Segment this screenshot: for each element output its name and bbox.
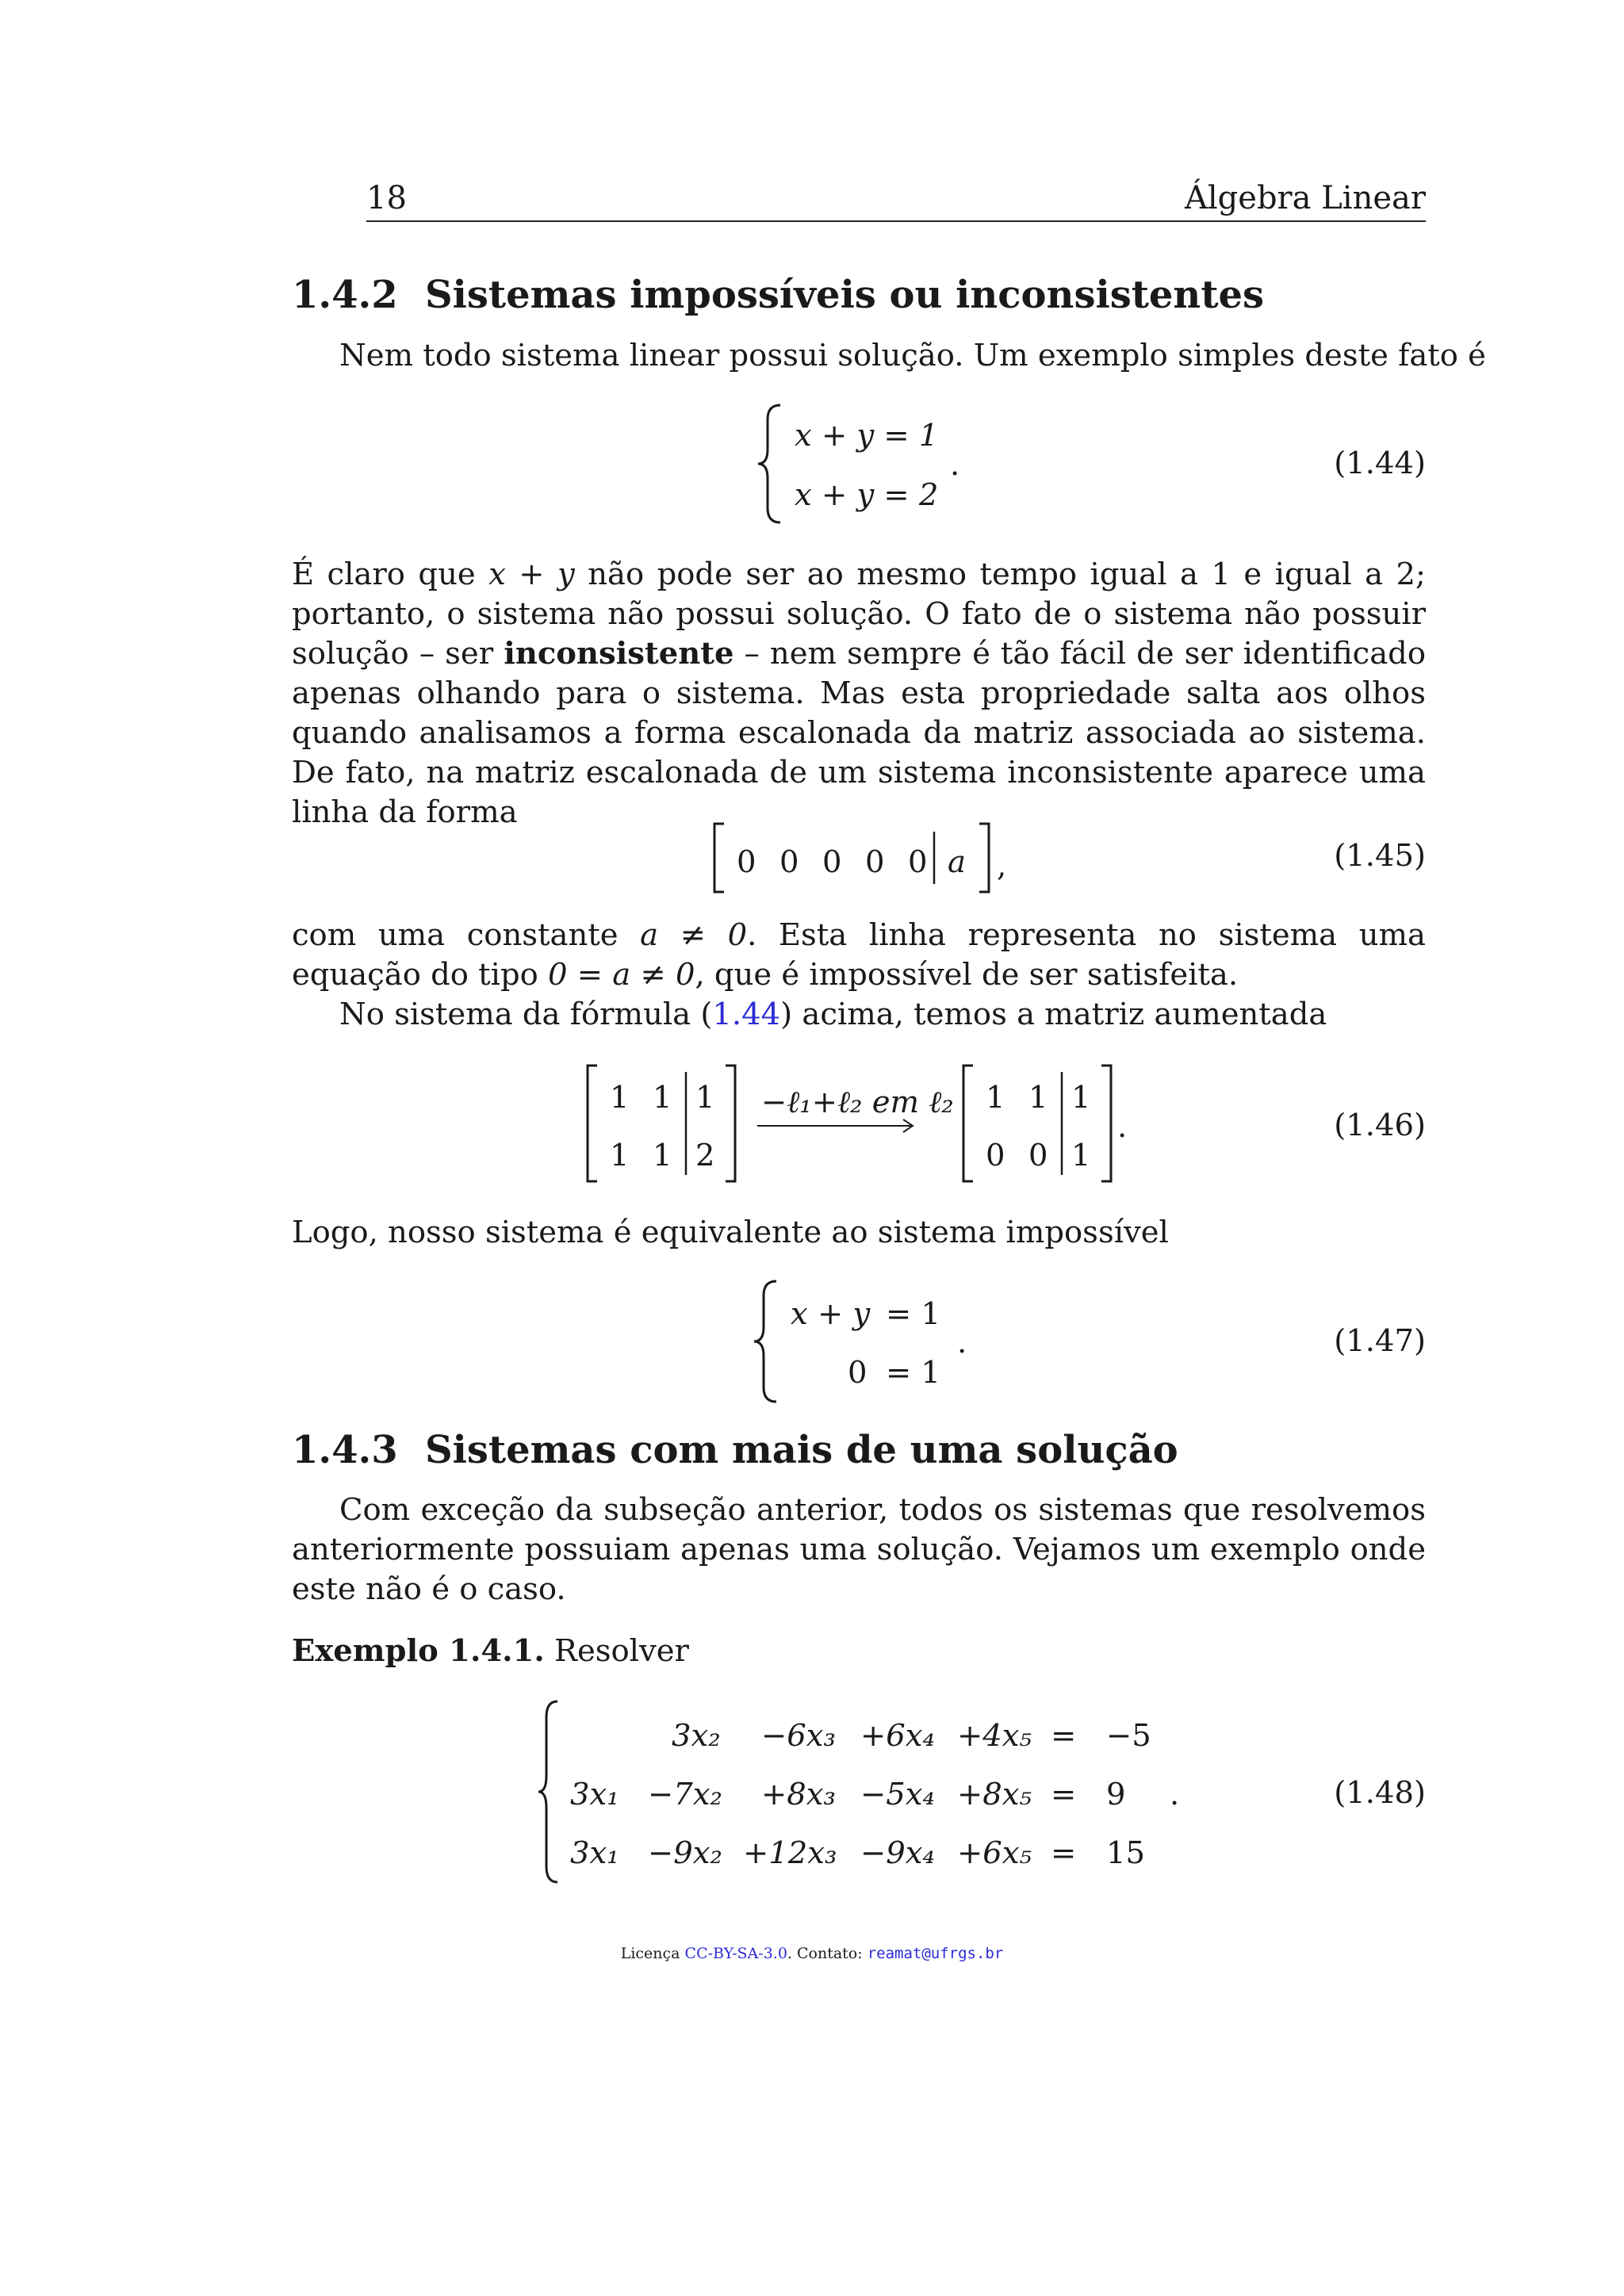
left-matrix-close-bracket	[726, 1066, 735, 1181]
term: −9x₄	[860, 1835, 935, 1871]
left-bracket	[714, 824, 724, 892]
equation-1-48	[535, 1697, 1201, 1887]
right-bracket	[979, 824, 989, 892]
footer-text: . Contato:	[787, 1945, 868, 1962]
left-matrix-cell: 2	[695, 1138, 715, 1173]
section-title: Sistemas com mais de uma solução	[425, 1428, 1178, 1472]
license-link[interactable]: CC-BY-SA-3.0	[684, 1945, 787, 1962]
left-matrix-cell: 1	[653, 1138, 672, 1173]
example-label: Exemplo 1.4.1.	[292, 1633, 545, 1669]
footer-text: Licença	[620, 1945, 685, 1962]
term: +4x₅	[957, 1718, 1032, 1754]
text-run: – nem sempre é tão fácil de ser identificado apenas olhando para o sistema. Mas esta propriedade salta aos olhos quando analisamos a forma escalonada da matriz associada ao sistema. De fato, na matriz escalonada de um sistema inconsistente aparece uma linha da forma	[292, 636, 1427, 830]
left-brace	[538, 1701, 557, 1882]
left-matrix-cell: 1	[695, 1080, 715, 1115]
section-number: 1.4.2	[292, 273, 398, 317]
section-title: Sistemas impossíveis ou inconsistentes	[425, 273, 1265, 317]
row-entry-4: 0	[865, 844, 885, 880]
equation-number-1-46: (1.46)	[1334, 1108, 1426, 1143]
eq-line-2-lhs: 0	[848, 1355, 868, 1391]
term: −7x₂	[648, 1777, 722, 1812]
left-matrix-cell: 1	[610, 1080, 630, 1115]
text-run: No sistema da fórmula (	[339, 997, 713, 1032]
term: −5x₄	[860, 1777, 935, 1812]
eq-line-2-rhs: = 1	[886, 1355, 940, 1391]
left-matrix-cell: 1	[610, 1138, 630, 1173]
term: −6x₃	[761, 1718, 836, 1754]
left-matrix-open-bracket	[588, 1066, 597, 1181]
equation-number-1-44: (1.44)	[1334, 446, 1426, 481]
equals-sign: =	[1051, 1777, 1077, 1812]
eq-period: .	[1117, 1109, 1128, 1145]
rhs-value: 15	[1106, 1835, 1145, 1871]
right-matrix-cell: 1	[1028, 1080, 1048, 1115]
term: +6x₅	[957, 1835, 1032, 1871]
paragraph-augmented	[339, 995, 1327, 1035]
right-matrix-cell: 1	[1071, 1138, 1091, 1173]
eq-period: .	[950, 447, 960, 483]
equation-1-46	[583, 1062, 1154, 1189]
row-operation-label: −ℓ₁+ℓ₂ em ℓ₂	[761, 1085, 954, 1120]
text-run: , que é impossível de ser satisfeita.	[695, 957, 1239, 993]
example-text: Resolver	[544, 1633, 689, 1669]
intro-paragraph-143	[292, 1490, 1426, 1609]
text-run: não pode ser ao mesmo tempo igual a 1 e igual a 2; portanto, o sistema não possui solução. O fato de o sistema não possuir solução – ser	[292, 557, 1426, 672]
text-run: Com exceção da subseção anterior, todos os sistemas que resolvemos anteriormente possuiam apenas uma solução. Vejamos um exemplo onde este não é o caso.	[292, 1492, 1426, 1607]
example-heading	[292, 1632, 1426, 1671]
term: −9x₂	[648, 1835, 722, 1871]
header-rule	[366, 220, 1426, 222]
term: 3x₁	[570, 1835, 619, 1871]
eq-comma: ,	[997, 848, 1007, 884]
inline-math: x + y	[488, 557, 575, 592]
section-number: 1.4.3	[292, 1428, 398, 1472]
bold-term: inconsistente	[504, 636, 734, 672]
section-heading-1-4-2	[292, 273, 1264, 317]
right-matrix-cell: 1	[1071, 1080, 1091, 1115]
intro-paragraph-142: Nem todo sistema linear possui solução. Um exemplo simples deste fato é	[339, 338, 1486, 373]
page-number: 18	[366, 180, 407, 216]
footer	[0, 1944, 1624, 1963]
equation-number-1-48: (1.48)	[1334, 1775, 1426, 1811]
equation-number-1-45: (1.45)	[1334, 838, 1426, 874]
equals-sign: =	[1051, 1835, 1077, 1871]
text-run: ) acima, temos a matriz aumentada	[780, 997, 1327, 1032]
eq-period: .	[1170, 1777, 1180, 1812]
row-entry-2: 0	[779, 844, 799, 880]
right-matrix-open-bracket	[963, 1066, 973, 1181]
equation-1-44	[753, 400, 991, 527]
left-brace	[758, 405, 780, 522]
paragraph-inconsistent	[292, 555, 1426, 832]
row-entry-3: 0	[822, 844, 842, 880]
right-matrix-close-bracket	[1101, 1066, 1111, 1181]
term: +12x₃	[743, 1835, 837, 1871]
equals-sign: =	[1051, 1718, 1077, 1754]
section-heading-1-4-3	[292, 1428, 1178, 1472]
eq-line-1-lhs: x + y	[791, 1296, 871, 1332]
row-entry-a: a	[948, 844, 966, 880]
text-run: . Esta linha representa no sistema uma equação do tipo	[292, 917, 1426, 993]
right-matrix-cell: 1	[986, 1080, 1005, 1115]
term: 3x₁	[570, 1777, 619, 1812]
left-matrix-cell: 1	[653, 1080, 672, 1115]
running-title: Álgebra Linear	[1184, 180, 1426, 216]
term: +8x₅	[957, 1777, 1032, 1812]
eq-period: .	[957, 1325, 967, 1360]
eq-line-2: x + y = 2	[795, 477, 939, 513]
equation-1-47	[749, 1276, 1003, 1407]
eq-line-1: x + y = 1	[795, 418, 939, 453]
equation-number-1-47: (1.47)	[1334, 1323, 1426, 1359]
inline-math: 0 = a ≠ 0	[548, 957, 695, 993]
term: +6x₄	[860, 1718, 935, 1754]
equation-ref-link[interactable]: 1.44	[712, 997, 781, 1032]
row-entry-1: 0	[737, 844, 756, 880]
text-run: É claro que	[292, 557, 489, 592]
row-entry-5: 0	[908, 844, 928, 880]
equation-1-45	[710, 821, 1027, 900]
eq-line-1-rhs: = 1	[886, 1296, 940, 1332]
term: 3x₂	[672, 1718, 721, 1754]
rhs-value: 9	[1106, 1777, 1126, 1812]
term: +8x₃	[761, 1777, 836, 1812]
rhs-value: −5	[1106, 1718, 1151, 1754]
paragraph-constant	[292, 916, 1426, 995]
text-run: com uma constante	[292, 917, 641, 953]
right-matrix-cell: 0	[1028, 1138, 1048, 1173]
inline-math: a ≠ 0	[640, 917, 748, 953]
email-link[interactable]: reamat@ufrgs.br	[867, 1945, 1004, 1962]
paragraph-logo: Logo, nosso sistema é equivalente ao sistema impossível	[292, 1215, 1169, 1250]
right-matrix-cell: 0	[986, 1138, 1005, 1173]
left-brace	[754, 1281, 776, 1402]
